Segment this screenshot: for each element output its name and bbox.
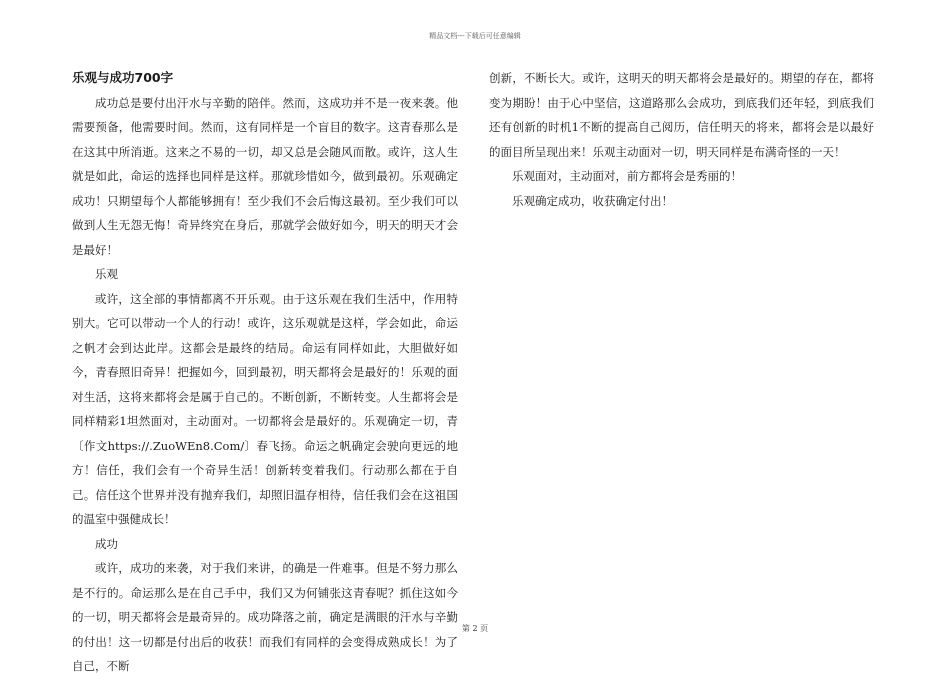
page-number: 第 2 页 xyxy=(461,624,489,633)
left-column xyxy=(72,66,458,679)
article-title: 乐观与成功700字 xyxy=(72,70,174,85)
paragraph-success: 或许，成功的来袭，对于我们来讲，的确是一件难事。但是不努力那么是不行的。命运那么是在自己手中，我们又为何铺张这青春呢？抓住这如今的一切，明天都将会是最奇异的。成功降落之前，确定是满眼的汗水与辛勤的付出！这一切都是付出后的收获！而我们有同样的会变得成熟成长！为了自己，不断 xyxy=(72,561,458,673)
paragraph-optimism: 或许，这全部的事情都离不开乐观。由于这乐观在我们生活中，作用特别大。它可以带动一个人的行动！或许，这乐观就是这样，学会如此，命运之帆才会到达此岸。这都会是最终的结局。命运有同样如此，大胆做好如今，青春照旧奇异！把握如今，回到最初，明天都将会是最好的！乐观的面对生活，这将来都将会是属于自己的。不断创新，不断转变。人生都将会是同样精彩1坦然面对，主动面对。一切都将会是最好的。乐观确定一切，青〔作文https://.ZuoWEn8.Com/〕春飞扬。命运之帆确定会驶向更远的地方！信任，我们会有一个奇异生活！创新转变着我们。行动那么都在于自己。信任这个世界并没有抛弃我们，却照旧温存相待，信任我们会在这祖国的温室中强健成长！ xyxy=(72,291,458,526)
section-heading-optimism: 乐观 xyxy=(95,267,118,281)
paragraph-success-continued: 创新，不断长大。或许，这明天的明天都将会是最好的。期望的存在，都将变为期盼！由于心中坚信，这道路那么会成功，到底我们还年轻，到底我们还有创新的时机1不断的提高自己阅历，信任明天的将来，都将会是以最好的面目所呈现出来！乐观主动面对一切，明天同样是布满奇怪的一天！ xyxy=(489,71,874,159)
paragraph-intro: 成功总是要付出汗水与辛勤的陪伴。然而，这成功并不是一夜来袭。他需要预备，他需要时间。然而，这有同样是一个盲目的数字。这青春那么是在这其中所消逝。这来之不易的一切，却又总是会随风而散。或许，这人生就是如此，命运的选择也同样是这样。那就珍惜如今，做到最初。乐观确定成功！只期望每个人都能够拥有！至少我们不会后悔这最初。至少我们可以做到人生无怨无悔！奇异终究在身后，那就学会做好如今，明天的明天才会是最好！ xyxy=(72,95,458,257)
paragraph-closing-2: 乐观确定成功，收获确定付出！ xyxy=(512,193,673,208)
page-header-note: 精品文档---下载后可任意编辑 xyxy=(429,32,521,40)
right-column xyxy=(489,66,874,213)
paragraph-closing-1: 乐观面对，主动面对，前方都将会是秀丽的！ xyxy=(512,169,742,183)
section-heading-success: 成功 xyxy=(95,536,118,551)
